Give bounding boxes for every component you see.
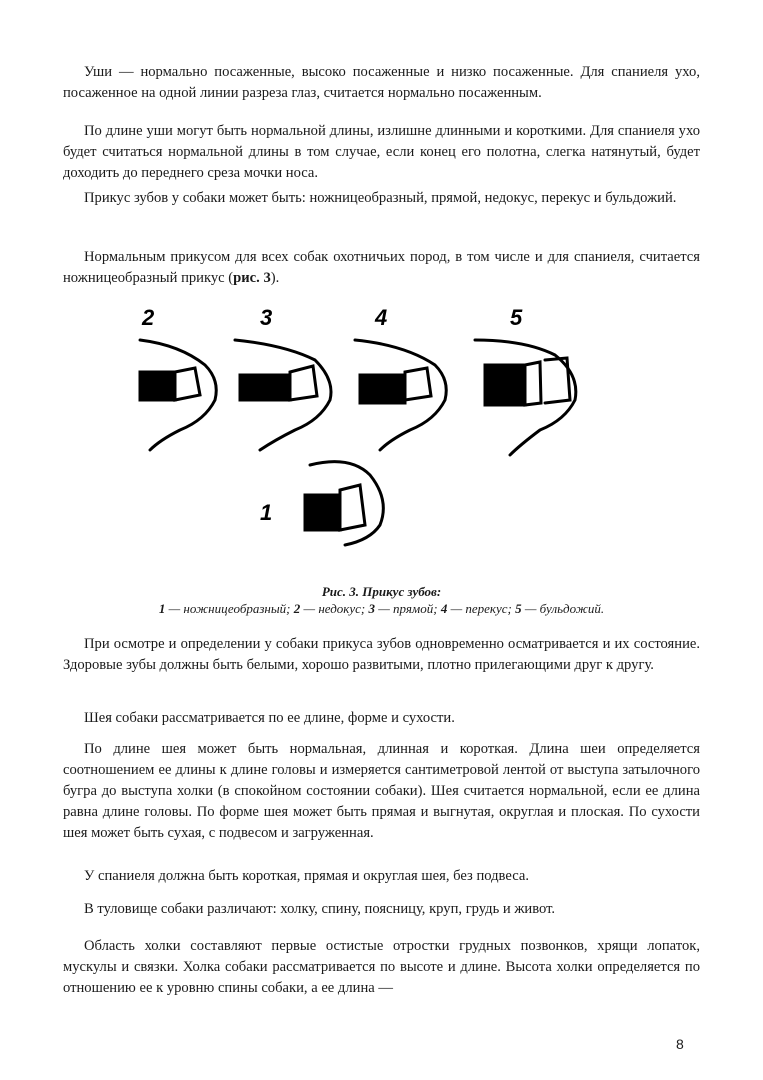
paragraph-torso: В туловище собаки различают: холку, спину, поясницу, круп, грудь и живот. — [84, 901, 556, 917]
bite-illustration-1 — [305, 462, 383, 545]
bite-illustration-4 — [355, 340, 446, 450]
legend-num: 5 — [515, 601, 522, 616]
text: Нормальным прикусом для всех собак охотничьих пород, в том числе и для спаниеля, считается ножницеобразный прикус ( — [63, 249, 700, 286]
page-number: 8 — [676, 1036, 684, 1052]
paragraph-neck: Шея собаки рассматривается по ее длине, форме и сухости. — [84, 710, 455, 726]
legend-num: 2 — [293, 601, 301, 616]
figure-label-2: 2 — [142, 305, 155, 330]
paragraph-neck-length: По длине шея может быть нормальная, длинная и короткая. Длина шеи определяется соотношением ее длины к длине головы и измеряется сантиметровой лентой от выступа затылочного бугра до выступа холки (в спокойном состоянии собаки). Шея считается нормальной, если ее длина равна длине головы. По форме шея может быть прямая и выгнутая, округлая и плоская. По сухости шея может быть сухая, с подвесом и загруженная. — [63, 741, 700, 841]
bite-illustration-3 — [235, 340, 331, 450]
legend-num: 3 — [368, 601, 375, 616]
figure-label-4: 4 — [375, 305, 388, 330]
legend-text: — ножницеобразный; — [165, 601, 294, 616]
legend-text: — бульдожий. — [521, 601, 605, 616]
figure-label-3: 3 — [260, 305, 273, 330]
paragraph-bite-types: Прикус зубов у собаки может быть: ножницеобразный, прямой, недокус, перекус и бульдожий. — [84, 190, 677, 206]
caption-title: Рис. 3. Прикус зубов: — [321, 584, 442, 599]
bite-figure — [120, 300, 620, 550]
paragraph-ear-length: По длине уши могут быть нормальной длины, излишне длинными и короткими. Для спаниеля ухо будет считаться нормальной длины в том случае, если конец его полотна, слегка натянутый, будет доходить до переднего среза мочки носа. — [63, 123, 700, 181]
legend-num: 4 — [440, 601, 448, 616]
legend-text: — недокус; — [300, 601, 369, 616]
figure-caption-legend — [63, 600, 700, 617]
bite-illustration-2 — [140, 340, 216, 450]
bite-illustration-5 — [475, 340, 576, 455]
paragraph-withers: Область холки составляют первые остистые отростки грудных позвонков, хрящи лопаток, мускулы и связки. Холка собаки рассматривается по высоте и длине. Высота холки определяется по отношению ее к уровню спины собаки, а ее длина — — [63, 938, 700, 996]
figure-caption-title — [63, 583, 700, 600]
figure-label-5: 5 — [510, 305, 523, 330]
paragraph-spaniel-neck: У спаниеля должна быть короткая, прямая и округлая шея, без подвеса. — [84, 868, 529, 884]
paragraph-teeth-inspection: При осмотре и определении у собаки прикуса зубов одновременно осматривается и их состояние. Здоровые зубы должны быть белыми, хорошо развитыми, плотно прилегающими друг к другу. — [63, 636, 700, 673]
figure-label-1: 1 — [260, 500, 273, 525]
figure-reference: рис. 3 — [233, 270, 271, 286]
paragraph-ears: Уши — нормально посаженные, высоко посаженные и низко посаженные. Для спаниеля ухо, посаженное на одной линии разреза глаз, считается нормально посаженным. — [63, 64, 700, 101]
text: ). — [270, 270, 280, 286]
paragraph-normal-bite — [63, 247, 700, 289]
legend-text: — прямой; — [375, 601, 441, 616]
legend-num: 1 — [158, 601, 166, 616]
legend-text: — перекус; — [447, 601, 516, 616]
